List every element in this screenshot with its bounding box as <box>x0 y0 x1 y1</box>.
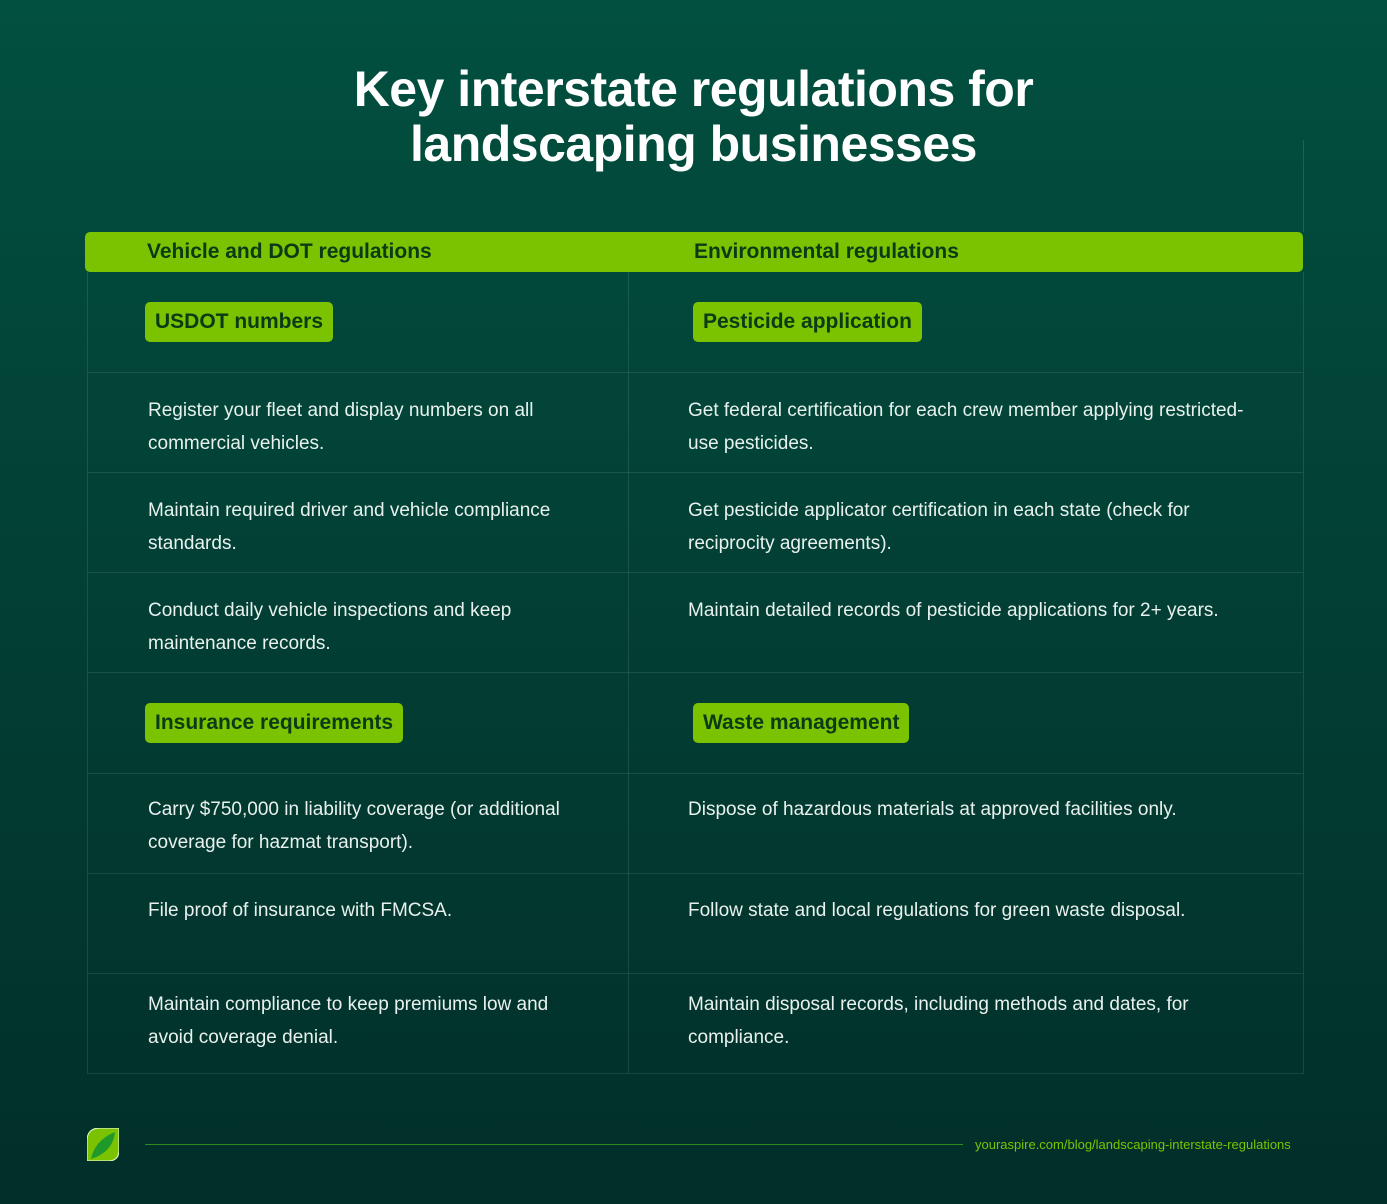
table-cell-left <box>88 774 628 873</box>
row-text: Follow state and local regulations for green waste disposal. <box>688 900 1186 921</box>
table-cell-right <box>629 373 1304 472</box>
leaf-logo-icon <box>87 1128 119 1161</box>
row-text: Maintain compliance to keep premiums low and avoid coverage denial. <box>148 994 549 1048</box>
title-line-2: landscaping businesses <box>410 116 977 172</box>
row-text: Conduct daily vehicle inspections and keep maintenance records. <box>148 600 512 654</box>
page-title <box>0 62 1387 172</box>
section-heading-cell-right <box>629 673 1304 773</box>
table-cell-left <box>88 373 628 472</box>
table-cell-right <box>629 573 1304 672</box>
table-cell-right <box>629 473 1304 572</box>
source-url: youraspire.com/blog/landscaping-interstate-regulations <box>975 1137 1291 1152</box>
table-row <box>88 473 1303 573</box>
table-cell-left <box>88 473 628 572</box>
table-cell-left <box>88 573 628 672</box>
row-text: Dispose of hazardous materials at approved facilities only. <box>688 799 1177 820</box>
table-row <box>88 573 1303 673</box>
section-heading-waste: Waste management <box>693 703 909 743</box>
column-header-left: Vehicle and DOT regulations <box>147 240 432 263</box>
section-heading-cell-left <box>88 673 628 773</box>
regulations-table <box>87 272 1304 1074</box>
row-text: Maintain detailed records of pesticide applications for 2+ years. <box>688 600 1219 621</box>
row-text: Get pesticide applicator certification in each state (check for reciprocity agreements). <box>688 500 1190 554</box>
table-row <box>88 373 1303 473</box>
row-text: Maintain required driver and vehicle compliance standards. <box>148 500 551 554</box>
section-heading-pesticide: Pesticide application <box>693 302 922 342</box>
table-row <box>88 874 1303 974</box>
section-heading-row <box>88 272 1303 373</box>
table-cell-left <box>88 874 628 973</box>
title-line-1: Key interstate regulations for <box>353 61 1034 117</box>
table-cell-right <box>629 774 1304 873</box>
section-heading-cell-left <box>88 272 628 372</box>
footer-divider <box>145 1144 963 1145</box>
row-text: File proof of insurance with FMCSA. <box>148 900 453 921</box>
row-text: Maintain disposal records, including methods and dates, for compliance. <box>688 994 1189 1048</box>
section-heading-row <box>88 673 1303 774</box>
table-cell-right <box>629 974 1304 1073</box>
column-header-right: Environmental regulations <box>694 240 959 263</box>
section-heading-cell-right <box>629 272 1304 372</box>
row-text: Carry $750,000 in liability coverage (or additional coverage for hazmat transport). <box>148 799 560 853</box>
table-row <box>88 974 1303 1073</box>
frame-line <box>1303 140 1304 232</box>
column-header-bar <box>85 232 1303 272</box>
row-text: Register your fleet and display numbers on all commercial vehicles. <box>148 400 534 454</box>
row-text: Get federal certification for each crew member applying restricted-use pesticides. <box>688 400 1244 454</box>
table-row <box>88 774 1303 874</box>
section-heading-insurance: Insurance requirements <box>145 703 403 743</box>
section-heading-usdot: USDOT numbers <box>145 302 333 342</box>
table-cell-left <box>88 974 628 1073</box>
table-cell-right <box>629 874 1304 973</box>
